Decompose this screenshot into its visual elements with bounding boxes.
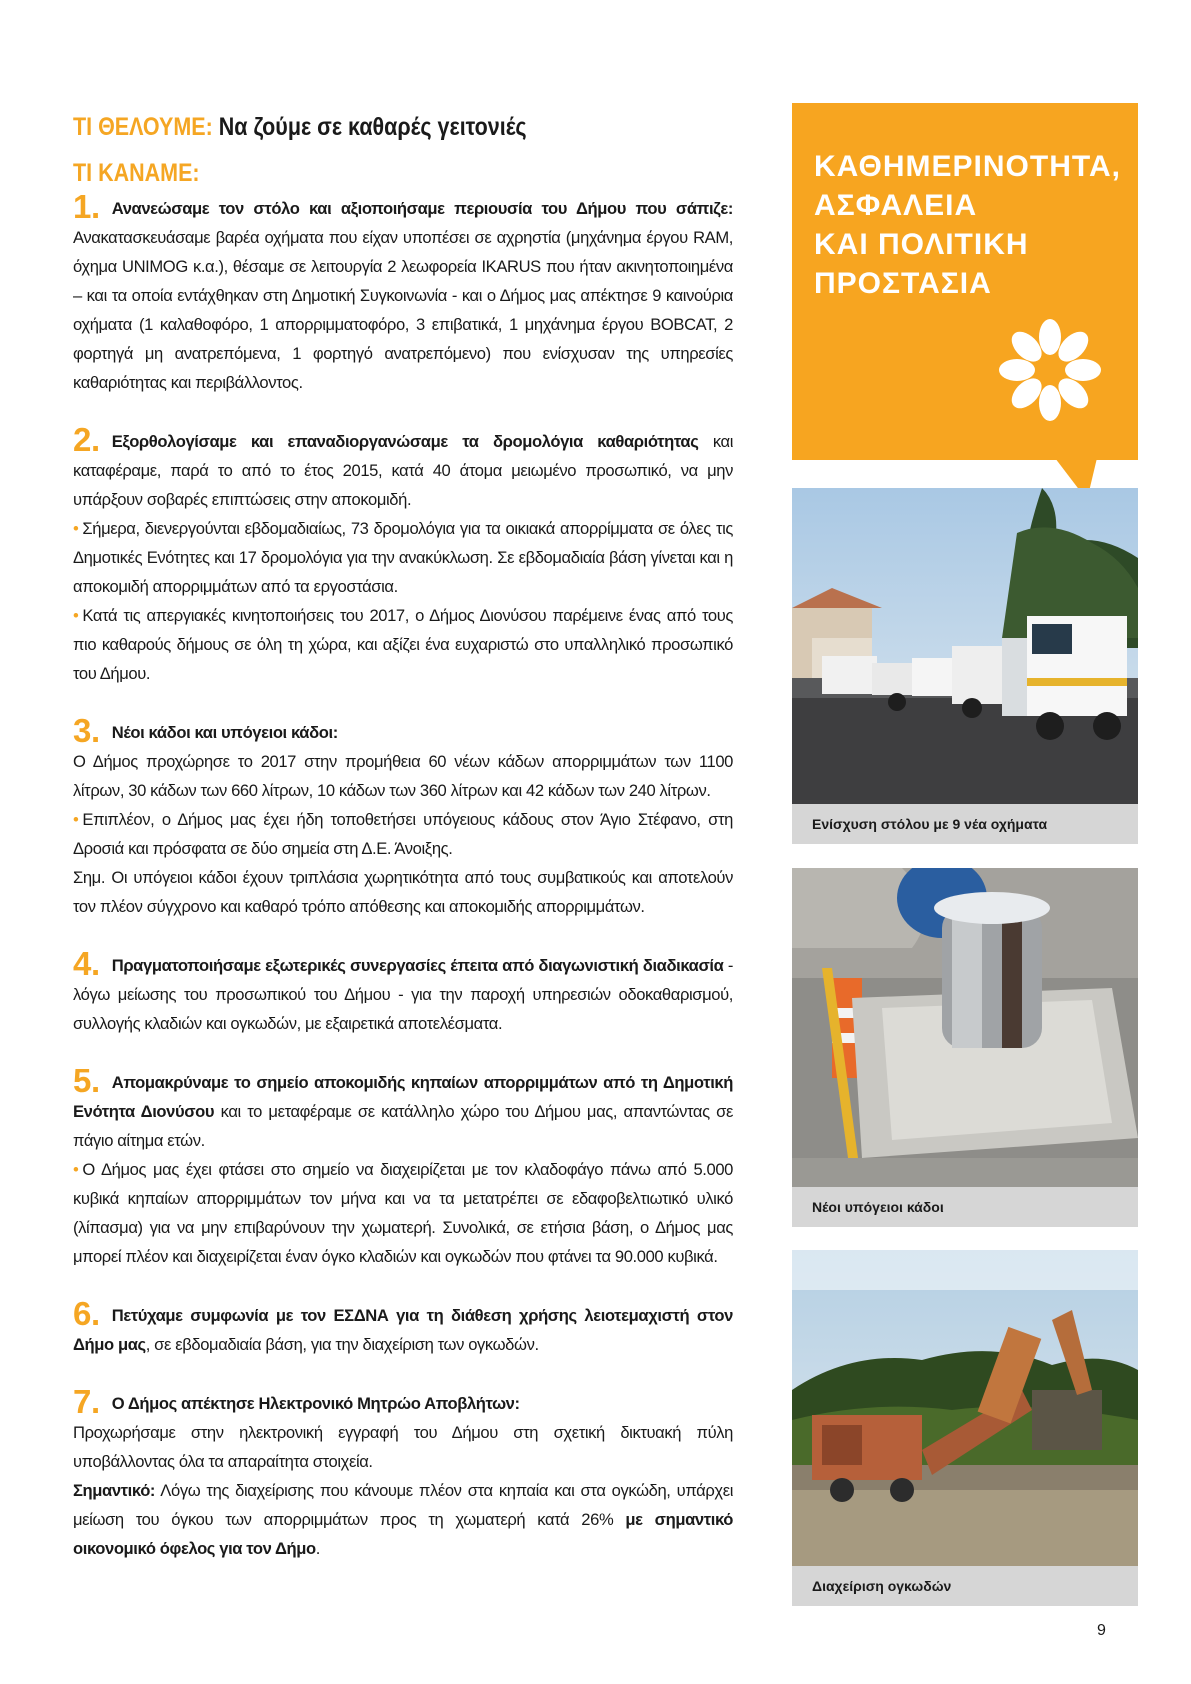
- bullet-text: Ο Δήμος μας έχει φτάσει στο σημείο να διαχειρίζεται με τον κλαδοφάγο πάνω από 5.000 κυβικά κηπαίων απορριμμάτων τον μήνα και να τα μετατρέπει σε εδαφοβελτιωτικό υλικό (λίπασμα) για να μην επιβαρύνουν την χωματερή. Συνολικά, σε ετήσια βάση, ο Δήμος μας μπορεί πλέον και διαχειρίζεται έναν όγκο κλαδιών και ογκωδών που φτάνει τα 90.000 κυβικά.: [73, 1160, 733, 1266]
- important-end: .: [315, 1539, 320, 1558]
- section-heading: Πετύχαμε συμφωνία με τον ΕΣΔΝΑ για τη διάθεση χρήσης λειοτεμαχιστή στον Δήμο μας: [73, 1306, 733, 1354]
- section-text: Ανακατασκευάσαμε βαρέα οχήματα που είχαν υποπέσει σε αχρηστία (μηχάνημα έργου RAM, όχημα UNIMOG κ.α.), θέσαμε σε λειτουργία 2 λεωφορεία IKARUS που ήταν ακινητοποιημένα – και τα οποία εντάχθηκαν στη Δημοτική Συγκοινωνία - και ο Δήμος μας απέκτησε 9 καινούρια οχήματα (1 καλαθοφόρο, 1 απορριμματοφόρο, 3 επιβατικά, 1 μηχάνημα έργου BOBCAT, 2 φορτηγά μη ανατρεπόμενα, 1 φορτηγό ανατρεπόμενο) που ενίσχυσαν της υπηρεσίες καθαριότητας και περιβάλλοντος.: [73, 228, 733, 392]
- photo-caption: Διαχείριση ογκωδών: [792, 1566, 1138, 1606]
- section-4: [73, 945, 733, 1038]
- bullet-icon: •: [73, 1160, 79, 1179]
- section-number: 2.: [73, 421, 100, 458]
- category-title-line: ΚΑΙ ΠΟΛΙΤΙΚΗ: [814, 228, 1029, 261]
- section-number: 3.: [73, 712, 100, 749]
- section-text: Προχωρήσαμε στην ηλεκτρονική εγγραφή του Δήμου στη σχετική δικτυακή πύλη υποβάλλοντας όλα τα απαραίτητα στοιχεία.: [73, 1423, 733, 1471]
- bullet-icon: •: [73, 606, 79, 625]
- page-number: 9: [1097, 1622, 1106, 1639]
- section-heading: Νέοι κάδοι και υπόγειοι κάδοι:: [111, 723, 338, 742]
- underground-bin-photo: [792, 868, 1138, 1187]
- wish-heading: [73, 112, 641, 142]
- section-text: , σε εβδομαδιαία βάση, για την διαχείριση των ογκωδών.: [145, 1335, 539, 1354]
- section-text: και καταφέραμε, παρά το από το έτος 2015, κατά 40 άτομα μειωμένο προσωπικό, να μην υπάρξουν σοβαρές επιπτώσεις στην αποκομιδή.: [73, 432, 733, 509]
- section-number: 6.: [73, 1295, 100, 1332]
- category-title-line: ΠΡΟΣΤΑΣΙΑ: [814, 267, 992, 300]
- wish-text: Να ζούμε σε καθαρές γειτονιές: [218, 113, 527, 141]
- note-text: Σημ. Οι υπόγειοι κάδοι έχουν τριπλάσια χωρητικότητα από τους συμβατικούς και αποτελούν τον πλέον σύγχρονο και καθαρό τρόπο απόθεσης και αποκομιδής απορριμμάτων.: [73, 868, 733, 916]
- photo-caption: Ενίσχυση στόλου με 9 νέα οχήματα: [792, 804, 1138, 844]
- category-title: [814, 147, 1134, 303]
- section-2: [73, 421, 733, 688]
- bullet-text: Σήμερα, διενεργούνται εβδομαδιαίως, 73 δρομολόγια για τα οικιακά απορρίμματα σε όλες τις Δημοτικές Ενότητες και 17 δρομολόγια για την ανακύκλωση. Σε εβδομαδιαία βάση γίνεται και η αποκομιδή απορριμμάτων από τα εργοστάσια.: [73, 519, 733, 596]
- main-content: [73, 112, 733, 1591]
- section-text: και το μεταφέραμε σε κατάλληλο χώρο του Δήμου μας, απαντώντας σε πάγιο αίτημα ετών.: [73, 1102, 733, 1150]
- section-text: Ο Δήμος προχώρησε το 2017 στην προμήθεια 60 νέων κάδων απορριμμάτων των 1100 λίτρων, 30 κάδων των 660 λίτρων, 10 κάδων των 360 λίτρων και 42 κάδων των 240 λίτρων.: [73, 752, 733, 800]
- category-title-line: ΚΑΘΗΜΕΡΙΝΟΤΗΤΑ,: [814, 150, 1121, 183]
- section-5: [73, 1062, 733, 1271]
- wish-label: ΤΙ ΘΕΛΟΥΜΕ:: [73, 113, 213, 141]
- important-text: Λόγω της διαχείρισης που κάνουμε πλέον στα κηπαία και στα ογκώδη, υπάρχει μείωση του όγκου των απορριμμάτων προς τη χωματερή κατά 26%: [73, 1481, 733, 1529]
- did-heading: ΤΙ ΚΑΝΑΜΕ:: [73, 159, 200, 187]
- bullet-icon: •: [73, 519, 79, 538]
- important-label: Σημαντικό:: [73, 1481, 156, 1500]
- bullet-text: Κατά τις απεργιακές κινητοποιήσεις του 2017, ο Δήμος Διονύσου παρέμεινε ένας από τους πιο καθαρούς δήμους σε όλη τη χώρα, και αξίζει ένα ευχαριστώ στο υπαλληλικό προσωπικό του Δήμου.: [73, 606, 733, 683]
- section-number: 1.: [73, 188, 100, 225]
- section-number: 7.: [73, 1383, 100, 1420]
- section-heading: Πραγματοποιήσαμε εξωτερικές συνεργασίες έπειτα από διαγωνιστική διαδικασία: [111, 956, 724, 975]
- section-heading: Απομακρύναμε το σημείο αποκομιδής κηπαίων απορριμμάτων από τη Δημοτική Ενότητα Διονύσου: [73, 1073, 733, 1121]
- section-heading: Ο Δήμος απέκτησε Ηλεκτρονικό Μητρώο Αποβλήτων:: [111, 1394, 520, 1413]
- section-number: 4.: [73, 945, 100, 982]
- category-title-line: ΑΣΦΑΛΕΙΑ: [814, 189, 978, 222]
- bullet-text: Επιπλέον, ο Δήμος μας έχει ήδη τοποθετήσει υπόγειους κάδους στον Άγιο Στέφανο, στη Δροσιά και πρόσφατα σε δύο σημεία στη Δ.Ε. Άνοιξης.: [73, 810, 733, 858]
- flower-icon: [995, 315, 1105, 425]
- photo-caption: Νέοι υπόγειοι κάδοι: [792, 1187, 1138, 1227]
- section-heading: Ανανεώσαμε τον στόλο και αξιοποιήσαμε περιουσία του Δήμου που σάπιζε:: [111, 199, 733, 218]
- bullet-icon: •: [73, 810, 79, 829]
- section-heading: Εξορθολογίσαμε και επαναδιοργανώσαμε τα δρομολόγια καθαριότητας: [111, 432, 699, 451]
- section-3: [73, 712, 733, 921]
- important-bold: με σημαντικό οικονομικό όφελος για τον Δήμο: [73, 1510, 734, 1558]
- section-1: [73, 188, 733, 397]
- section-6: [73, 1295, 733, 1359]
- section-text: - λόγω μείωσης του προσωπικού του Δήμου - για την παροχή υπηρεσιών οδοκαθαρισμού, συλλογής κλαδιών και ογκωδών, με εξαιρετικά αποτελέσματα.: [73, 956, 733, 1033]
- category-box: [792, 103, 1138, 460]
- vehicles-photo: [792, 488, 1138, 804]
- section-number: 5.: [73, 1062, 100, 1099]
- section-7: [73, 1383, 734, 1563]
- shredder-photo: [792, 1250, 1138, 1566]
